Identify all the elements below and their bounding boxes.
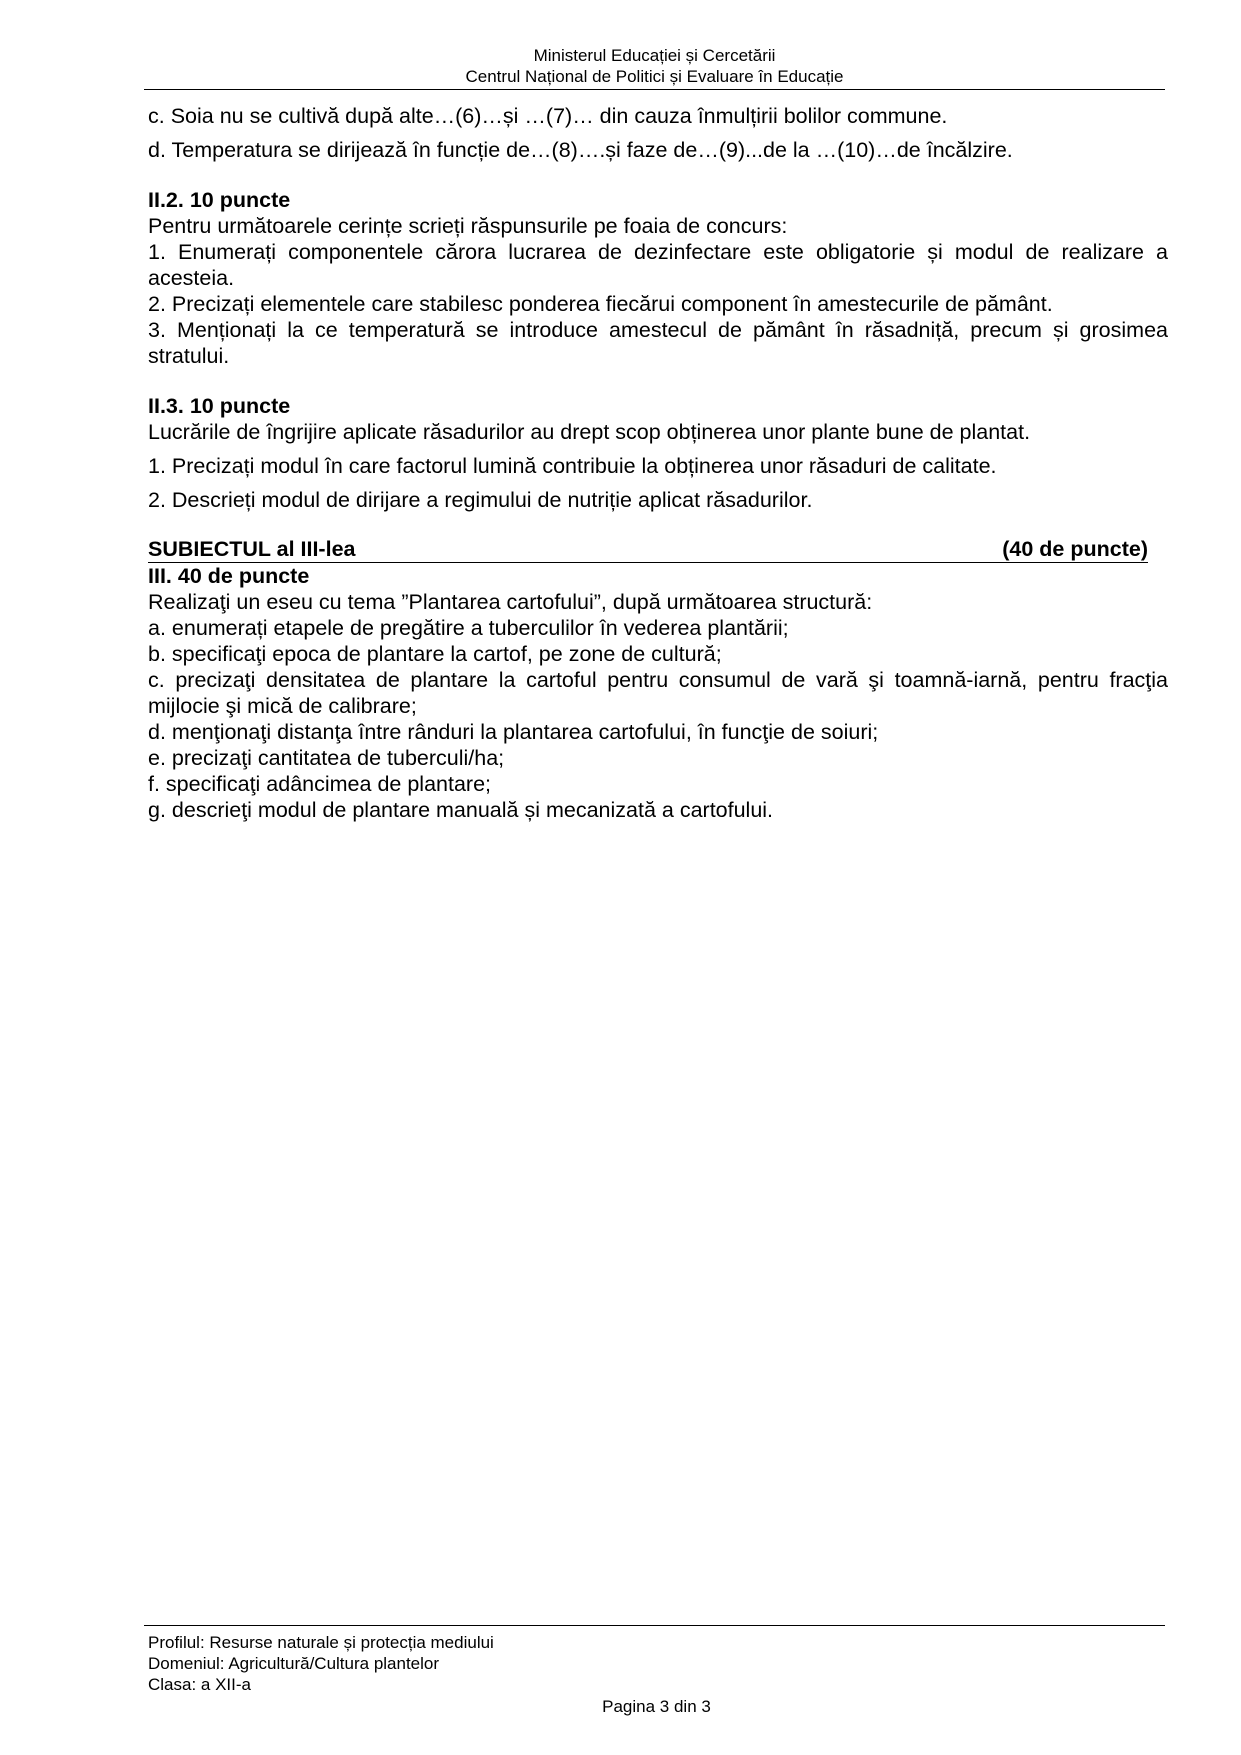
section-ii2-intro: Pentru următoarele cerințe scrieți răspunsurile pe foaia de concurs:: [148, 214, 788, 238]
subject-iii-points: (40 de puncte): [1002, 537, 1148, 561]
header-center: Centrul Național de Politici și Evaluare în Educație: [465, 67, 844, 86]
subject-iii-item-a: a. enumerați etapele de pregătire a tuberculilor în vederea plantării;: [148, 616, 789, 640]
document-body: [148, 103, 1168, 823]
item-d: d. Temperatura se dirijează în funcție de…(8)….și faze de…(9)...de la …(10)…de încălzire.: [148, 138, 1013, 162]
section-ii2-title: II.2. 10 puncte: [148, 188, 291, 212]
footer-domain: Domeniul: Agricultură/Cultura plantelor: [148, 1654, 440, 1673]
footer-profile: Profilul: Resurse naturale și protecția mediului: [148, 1633, 494, 1652]
section-ii2-item-1: 1. Enumerați componentele cărora lucrarea de dezinfectare este obligatorie și modul de realizare a acesteia.: [148, 240, 1168, 290]
header-divider: [144, 89, 1165, 90]
footer-divider: [144, 1625, 1165, 1626]
subject-iii-item-b: b. specificaţi epoca de plantare la cartof, pe zone de cultură;: [148, 642, 722, 666]
section-ii2-item-3: 3. Menționați la ce temperatură se introduce amestecul de pământ în răsadniță, precum și grosimea stratului.: [148, 318, 1168, 368]
section-ii3-item-2: 2. Descrieți modul de dirijare a regimului de nutriție aplicat răsadurilor.: [148, 488, 813, 512]
section-ii3-item-1: 1. Precizați modul în care factorul lumină contribuie la obținerea unor răsaduri de calitate.: [148, 454, 997, 478]
section-ii3-title: II.3. 10 puncte: [148, 394, 291, 418]
document-header: [144, 45, 1165, 87]
subject-iii-intro: Realizaţi un eseu cu tema ”Plantarea cartofului”, după următoarea structură:: [148, 590, 873, 614]
subject-iii-item-e: e. precizaţi cantitatea de tuberculi/ha;: [148, 746, 505, 770]
subject-iii-heading-line: [148, 537, 1148, 563]
page-number: Pagina 3 din 3: [602, 1697, 711, 1716]
subject-iii-item-c: c. precizaţi densitatea de plantare la cartoful pentru consumul de vară şi toamnă-iarnă, pentru fracţia mijlocie şi mică de calibrare;: [148, 668, 1168, 718]
subject-iii-item-d: d. menţionaţi distanţa între rânduri la plantarea cartofului, în funcţie de soiuri;: [148, 720, 879, 744]
item-c: c. Soia nu se cultivă după alte…(6)…și …(7)… din cauza înmulțirii bolilor commune.: [148, 104, 948, 128]
subject-iii-item-g: g. descrieţi modul de plantare manuală și mecanizată a cartofului.: [148, 798, 774, 822]
header-ministry: Ministerul Educației și Cercetării: [533, 46, 776, 65]
section-ii2-item-2: 2. Precizați elementele care stabilesc ponderea fiecărui component în amestecurile de pământ.: [148, 292, 1053, 316]
document-footer: [148, 1632, 494, 1695]
subject-iii-title: III. 40 de puncte: [148, 564, 310, 588]
section-ii3-intro: Lucrările de îngrijire aplicate răsadurilor au drept scop obținerea unor plante bune de plantat.: [148, 420, 1031, 444]
subject-iii-heading: SUBIECTUL al III-lea: [148, 537, 356, 561]
footer-class: Clasa: a XII-a: [148, 1675, 251, 1694]
subject-iii-item-f: f. specificaţi adâncimea de plantare;: [148, 772, 492, 796]
